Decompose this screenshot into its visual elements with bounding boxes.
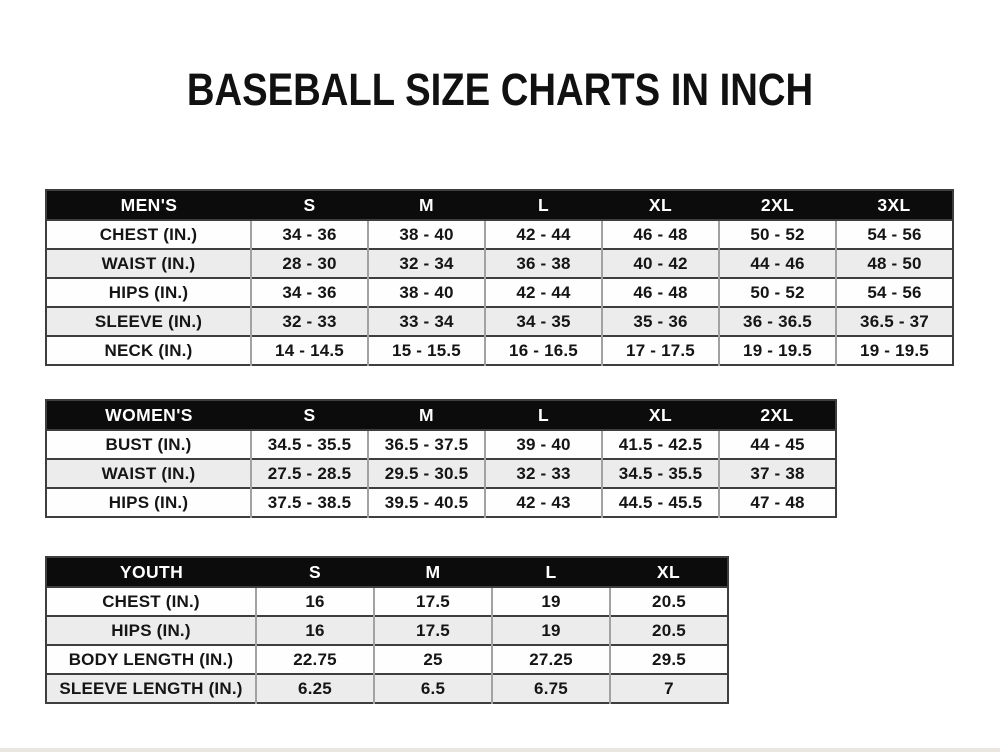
size-header-cell: 3XL — [836, 190, 953, 220]
size-value-cell: 17.5 — [374, 616, 492, 645]
size-value-cell: 38 - 40 — [368, 220, 485, 249]
mens-size-table-grid — [45, 189, 954, 366]
size-value-cell: 6.75 — [492, 674, 610, 703]
size-value-cell: 37.5 - 38.5 — [251, 488, 368, 517]
size-value-cell: 42 - 44 — [485, 220, 602, 249]
womens-size-table — [45, 399, 837, 518]
size-value-cell: 42 - 43 — [485, 488, 602, 517]
size-value-cell: 34 - 36 — [251, 278, 368, 307]
size-value-cell: 29.5 — [610, 645, 728, 674]
size-value-cell: 39 - 40 — [485, 430, 602, 459]
page-title: BASEBALL SIZE CHARTS IN INCH — [186, 64, 814, 115]
size-value-cell: 19 — [492, 587, 610, 616]
row-label-cell: NECK (IN.) — [46, 336, 251, 365]
size-value-cell: 27.25 — [492, 645, 610, 674]
size-value-cell: 42 - 44 — [485, 278, 602, 307]
size-value-cell: 37 - 38 — [719, 459, 836, 488]
size-value-cell: 25 — [374, 645, 492, 674]
size-header-cell: XL — [602, 400, 719, 430]
size-value-cell: 54 - 56 — [836, 278, 953, 307]
size-value-cell: 6.5 — [374, 674, 492, 703]
size-value-cell: 36.5 - 37.5 — [368, 430, 485, 459]
size-header-cell: S — [251, 190, 368, 220]
size-value-cell: 14 - 14.5 — [251, 336, 368, 365]
row-label-cell: HIPS (IN.) — [46, 488, 251, 517]
size-value-cell: 32 - 33 — [485, 459, 602, 488]
size-value-cell: 20.5 — [610, 587, 728, 616]
row-label-cell: WAIST (IN.) — [46, 249, 251, 278]
row-label-cell: BUST (IN.) — [46, 430, 251, 459]
size-value-cell: 19 — [492, 616, 610, 645]
row-label-cell: CHEST (IN.) — [46, 220, 251, 249]
size-value-cell: 32 - 34 — [368, 249, 485, 278]
size-value-cell: 44 - 45 — [719, 430, 836, 459]
youth-size-table-grid — [45, 556, 729, 704]
size-value-cell: 7 — [610, 674, 728, 703]
scan-edge-artifact — [0, 748, 1000, 752]
size-value-cell: 36.5 - 37 — [836, 307, 953, 336]
size-value-cell: 16 — [256, 616, 374, 645]
size-header-cell: S — [251, 400, 368, 430]
table-row — [46, 674, 728, 703]
size-header-cell: 2XL — [719, 190, 836, 220]
size-value-cell: 39.5 - 40.5 — [368, 488, 485, 517]
size-header-cell: 2XL — [719, 400, 836, 430]
size-value-cell: 16 — [256, 587, 374, 616]
table-row — [46, 220, 953, 249]
row-label-cell: HIPS (IN.) — [46, 278, 251, 307]
size-value-cell: 46 - 48 — [602, 278, 719, 307]
table-row — [46, 587, 728, 616]
table-header-row — [46, 400, 836, 430]
size-value-cell: 38 - 40 — [368, 278, 485, 307]
size-value-cell: 50 - 52 — [719, 220, 836, 249]
table-row — [46, 616, 728, 645]
size-value-cell: 19 - 19.5 — [836, 336, 953, 365]
size-value-cell: 15 - 15.5 — [368, 336, 485, 365]
row-label-cell: CHEST (IN.) — [46, 587, 256, 616]
size-value-cell: 16 - 16.5 — [485, 336, 602, 365]
size-value-cell: 36 - 36.5 — [719, 307, 836, 336]
size-value-cell: 48 - 50 — [836, 249, 953, 278]
size-value-cell: 41.5 - 42.5 — [602, 430, 719, 459]
size-value-cell: 46 - 48 — [602, 220, 719, 249]
size-value-cell: 19 - 19.5 — [719, 336, 836, 365]
size-header-cell: L — [485, 400, 602, 430]
youth-size-table — [45, 556, 729, 704]
size-value-cell: 34.5 - 35.5 — [602, 459, 719, 488]
size-value-cell: 22.75 — [256, 645, 374, 674]
size-value-cell: 44.5 - 45.5 — [602, 488, 719, 517]
size-header-cell: XL — [610, 557, 728, 587]
table-row — [46, 459, 836, 488]
size-value-cell: 17 - 17.5 — [602, 336, 719, 365]
table-row — [46, 278, 953, 307]
size-value-cell: 34.5 - 35.5 — [251, 430, 368, 459]
row-label-cell: SLEEVE LENGTH (IN.) — [46, 674, 256, 703]
table-row — [46, 249, 953, 278]
size-value-cell: 32 - 33 — [251, 307, 368, 336]
size-value-cell: 28 - 30 — [251, 249, 368, 278]
mens-size-table — [45, 189, 954, 366]
table-header-row — [46, 557, 728, 587]
size-header-cell: S — [256, 557, 374, 587]
size-value-cell: 20.5 — [610, 616, 728, 645]
row-label-cell: SLEEVE (IN.) — [46, 307, 251, 336]
size-header-cell: M — [374, 557, 492, 587]
size-header-cell: XL — [602, 190, 719, 220]
row-label-cell: WAIST (IN.) — [46, 459, 251, 488]
table-title-cell: WOMEN'S — [46, 400, 251, 430]
size-value-cell: 54 - 56 — [836, 220, 953, 249]
table-row — [46, 645, 728, 674]
table-row — [46, 307, 953, 336]
size-header-cell: M — [368, 400, 485, 430]
size-header-cell: L — [485, 190, 602, 220]
table-title-cell: YOUTH — [46, 557, 256, 587]
row-label-cell: HIPS (IN.) — [46, 616, 256, 645]
size-value-cell: 33 - 34 — [368, 307, 485, 336]
womens-size-table-grid — [45, 399, 837, 518]
size-value-cell: 35 - 36 — [602, 307, 719, 336]
size-value-cell: 50 - 52 — [719, 278, 836, 307]
size-header-cell: M — [368, 190, 485, 220]
size-value-cell: 40 - 42 — [602, 249, 719, 278]
size-header-cell: L — [492, 557, 610, 587]
table-header-row — [46, 190, 953, 220]
size-value-cell: 36 - 38 — [485, 249, 602, 278]
size-value-cell: 47 - 48 — [719, 488, 836, 517]
table-row — [46, 488, 836, 517]
size-value-cell: 34 - 35 — [485, 307, 602, 336]
table-title-cell: MEN'S — [46, 190, 251, 220]
table-row — [46, 430, 836, 459]
row-label-cell: BODY LENGTH (IN.) — [46, 645, 256, 674]
size-value-cell: 17.5 — [374, 587, 492, 616]
size-value-cell: 27.5 - 28.5 — [251, 459, 368, 488]
table-row — [46, 336, 953, 365]
size-value-cell: 44 - 46 — [719, 249, 836, 278]
size-value-cell: 6.25 — [256, 674, 374, 703]
size-value-cell: 29.5 - 30.5 — [368, 459, 485, 488]
size-value-cell: 34 - 36 — [251, 220, 368, 249]
